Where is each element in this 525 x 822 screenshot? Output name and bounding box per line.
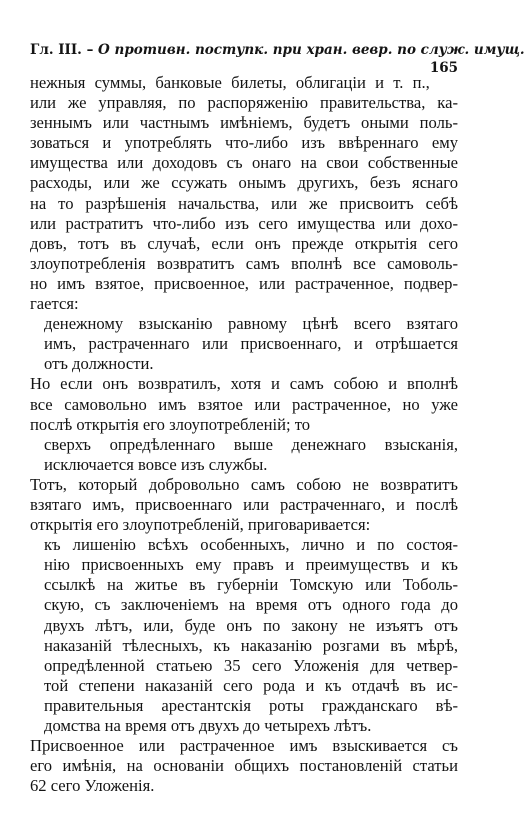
text-line: его имѣнія, на основаніи общихъ постановленій статьи (30, 756, 458, 776)
indented-paragraph (30, 435, 458, 475)
text-line: зеннымъ или частнымъ имѣніемъ, будетъ оными поль- (30, 113, 458, 133)
header-dash: – (81, 42, 99, 58)
text-line: или растратитъ что-либо изъ сего имущества или дохо- (30, 213, 458, 233)
text-line: гается: (30, 294, 79, 314)
text-line: имущества или доходовъ съ онаго на свои собственные (30, 153, 458, 173)
text-line: открытія его злоупотребленій, приговаривается: (30, 515, 371, 535)
text-line: зоваться и употреблять что-либо изъ ввѣреннаго ему (30, 133, 458, 153)
text-line: отъ должности. (44, 354, 154, 374)
text-line: скую, съ заключеніемъ на время отъ одного года до (44, 595, 458, 615)
text-line: расходы, или же ссужать онымъ другихъ, безъ яснаго (30, 173, 458, 193)
text-line: двухъ лѣтъ, или, буде онъ по закону не изъятъ отъ (44, 615, 458, 635)
text-line: сверхъ опредѣленнаго выше денежнаго взысканія, (44, 434, 458, 454)
text-line: все самовольно имъ взятое или растраченное, но уже (30, 394, 458, 414)
text-line: наказаній тѣлесныхъ, къ наказанію розгами въ мѣрѣ, (44, 635, 458, 655)
text-line: нежныя суммы, банковые билеты, облигаціи и т. п., (30, 73, 430, 92)
text-line: довъ, тотъ въ случаѣ, если онъ прежде открытія сего (30, 233, 458, 253)
indented-paragraph (30, 314, 458, 374)
text-line: опредѣленной статьею 35 сего Уложенія для четвер- (44, 655, 458, 675)
text-line: той степени наказаній сего рода и къ отдачѣ въ ис- (44, 675, 458, 695)
text-line: правительныя арестантскія роты гражданскаго вѣ- (44, 695, 458, 715)
text-line: къ лишенію всѣхъ особенныхъ, лично и по состоя- (44, 535, 458, 555)
text-line: домства на время отъ двухъ до четырехъ лѣтъ. (44, 716, 372, 735)
chapter-title: О противн. поступк. при хран. вевр. по служ. имущ. (98, 42, 525, 58)
text-line: или же управляя, по распоряженію правительства, ка- (30, 93, 458, 113)
text-line: Тотъ, который добровольно самъ собою не возвратитъ (30, 474, 458, 494)
paragraph (30, 736, 458, 796)
text-line: имъ, растраченнаго или присвоеннаго, и отрѣшается (44, 334, 458, 354)
text-line: нію присвоенныхъ ему правъ и преимуществъ и къ (44, 555, 458, 575)
text-line: ссылкѣ на житье въ губерніи Томскую или Тоболь- (44, 575, 458, 595)
text-line: Но если онъ возвратилъ, хотя и самъ собою и вполнѣ (30, 374, 458, 394)
text-line: но имъ взятое, присвоенное, или растраченное, подвер- (30, 273, 458, 293)
paragraph (30, 374, 458, 434)
text-line: взятаго имъ, присвоеннаго или растраченнаго, и послѣ (30, 494, 458, 514)
text-line: Присвоенное или растраченное имъ взыскивается съ (30, 736, 458, 756)
text-line: денежному взысканію равному цѣнѣ всего взятаго (44, 314, 458, 334)
page-body (30, 73, 458, 796)
text-line: 62 сего Уложенія. (30, 776, 155, 796)
page-number: 165 (429, 60, 458, 76)
text-line: злоупотребленія возвратитъ самъ вполнѣ все самоволь- (30, 253, 458, 273)
paragraph (30, 475, 458, 535)
indented-paragraph (30, 535, 458, 736)
paragraph (30, 73, 458, 314)
running-header (30, 41, 525, 76)
chapter-label: Гл. III. (30, 42, 82, 58)
text-line: на то разрѣшенія начальства, или же присвоитъ себѣ (30, 193, 458, 213)
text-line: исключается вовсе изъ службы. (44, 454, 268, 474)
text-line: послѣ открытія его злоупотребленій; то (30, 414, 311, 434)
